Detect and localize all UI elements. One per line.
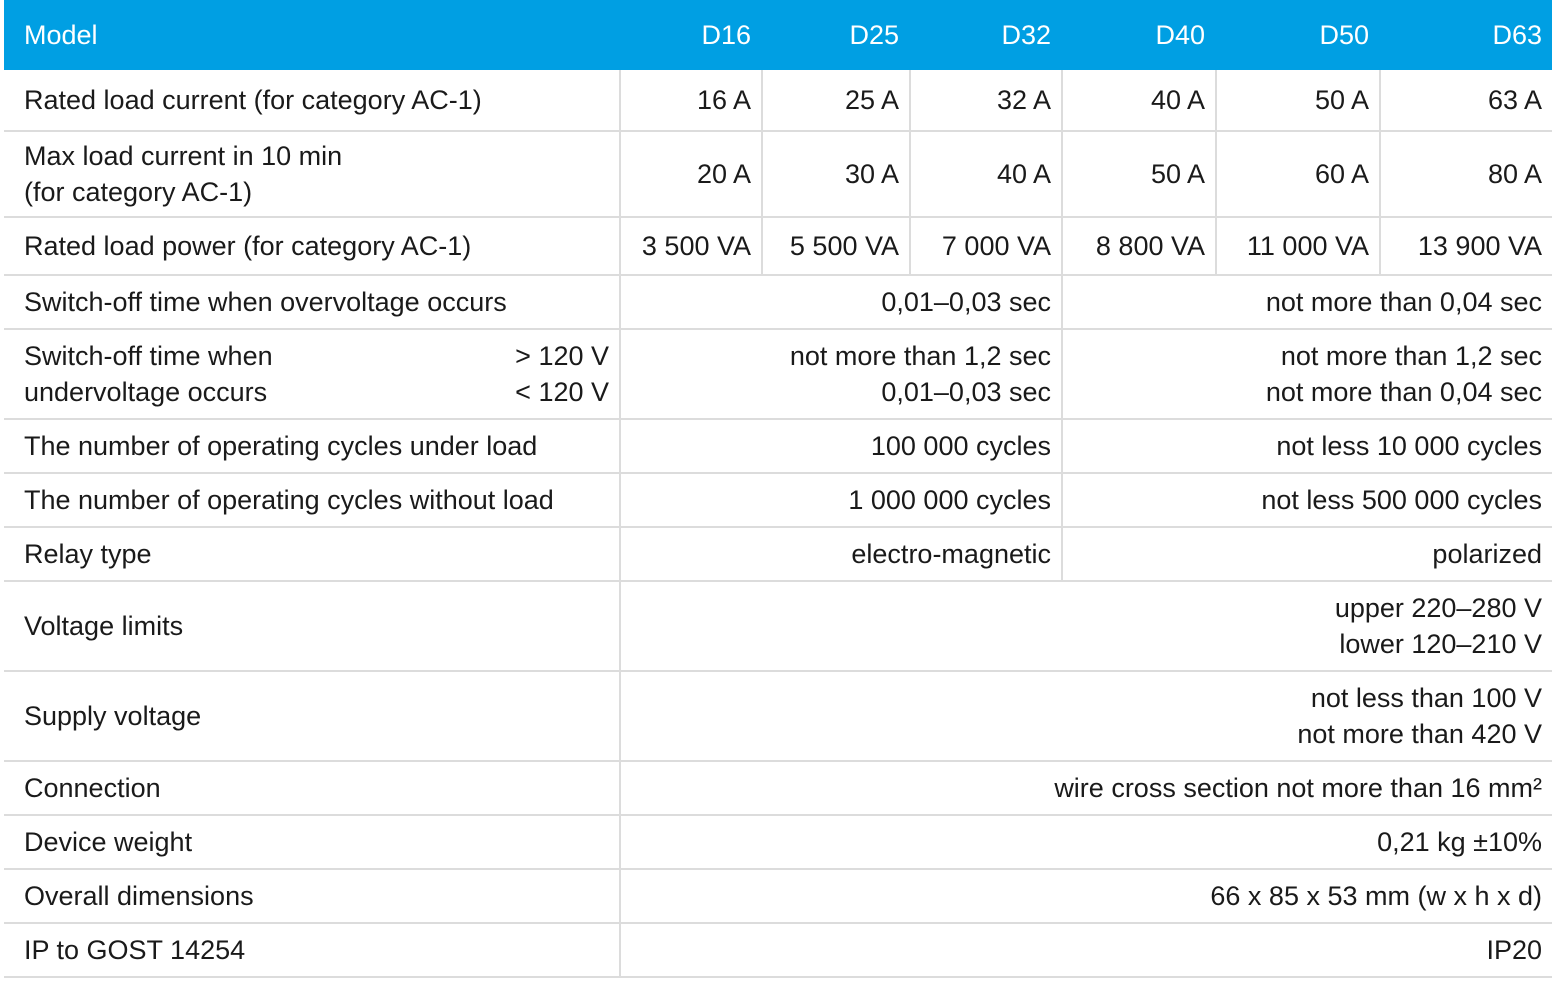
connection-label: Connection	[4, 761, 620, 815]
rated-power-d63: 13 900 VA	[1380, 217, 1552, 275]
ip-value: IP20	[620, 923, 1552, 977]
undervoltage-row	[4, 329, 1552, 419]
rated-power-d16: 3 500 VA	[620, 217, 762, 275]
rated-current-d63: 63 A	[1380, 69, 1552, 131]
cycles-load-group-a: 100 000 cycles	[620, 419, 1062, 473]
connection-value: wire cross section not more than 16 mm²	[620, 761, 1552, 815]
weight-label: Device weight	[4, 815, 620, 869]
model-d16-header: D16	[620, 1, 762, 69]
dimensions-value: 66 x 85 x 53 mm (w x h x d)	[620, 869, 1552, 923]
undervoltage-group-a	[620, 329, 1062, 419]
cycles-load-group-b: not less 10 000 cycles	[1062, 419, 1552, 473]
rated-power-label: Rated load power (for category AC-1)	[4, 217, 620, 275]
max-current-d63: 80 A	[1380, 131, 1552, 217]
weight-row	[4, 815, 1552, 869]
undervoltage-group-b	[1062, 329, 1552, 419]
undervoltage-cond-low: < 120 V	[515, 377, 609, 407]
undervoltage-group-b-high: not more than 1,2 sec	[1280, 341, 1542, 371]
rated-power-d40: 8 800 VA	[1062, 217, 1216, 275]
undervoltage-group-b-low: not more than 0,04 sec	[1265, 377, 1542, 407]
overvoltage-group-a: 0,01–0,03 sec	[620, 275, 1062, 329]
max-current-d16: 20 A	[620, 131, 762, 217]
max-current-d50: 60 A	[1216, 131, 1380, 217]
voltage-limits-lower: lower 120–210 V	[1339, 629, 1542, 659]
ip-label: IP to GOST 14254	[4, 923, 620, 977]
max-current-d40: 50 A	[1062, 131, 1216, 217]
overvoltage-group-b: not more than 0,04 sec	[1062, 275, 1552, 329]
spec-table	[4, 0, 1552, 978]
undervoltage-cond-high: > 120 V	[515, 341, 609, 371]
rated-current-d40: 40 A	[1062, 69, 1216, 131]
cycles-noload-row	[4, 473, 1552, 527]
cycles-load-label: The number of operating cycles under load	[4, 419, 620, 473]
cycles-noload-group-b: not less 500 000 cycles	[1062, 473, 1552, 527]
undervoltage-label-line1: Switch-off time when	[24, 341, 273, 371]
max-current-label	[4, 131, 620, 217]
supply-voltage-max: not more than 420 V	[1297, 719, 1542, 749]
undervoltage-label-line2: undervoltage occurs	[24, 377, 268, 407]
rated-current-d50: 50 A	[1216, 69, 1380, 131]
cycles-noload-group-a: 1 000 000 cycles	[620, 473, 1062, 527]
rated-current-row	[4, 69, 1552, 131]
supply-voltage-min: not less than 100 V	[1310, 683, 1542, 713]
max-current-label-line1: Max load current in 10 min	[24, 141, 343, 171]
model-d63-header: D63	[1380, 1, 1552, 69]
relay-type-label: Relay type	[4, 527, 620, 581]
relay-type-group-b: polarized	[1062, 527, 1552, 581]
model-d25-header: D25	[762, 1, 910, 69]
dimensions-row	[4, 869, 1552, 923]
max-current-row	[4, 131, 1552, 217]
rated-power-d50: 11 000 VA	[1216, 217, 1380, 275]
max-current-d25: 30 A	[762, 131, 910, 217]
weight-value: 0,21 kg ±10%	[620, 815, 1552, 869]
voltage-limits-upper: upper 220–280 V	[1334, 593, 1542, 623]
relay-type-group-a: electro-magnetic	[620, 527, 1062, 581]
model-d40-header: D40	[1062, 1, 1216, 69]
voltage-limits-value	[620, 581, 1552, 671]
voltage-limits-label: Voltage limits	[4, 581, 620, 671]
rated-power-d25: 5 500 VA	[762, 217, 910, 275]
overvoltage-label: Switch-off time when overvoltage occurs	[4, 275, 620, 329]
rated-power-d32: 7 000 VA	[910, 217, 1062, 275]
overvoltage-row	[4, 275, 1552, 329]
ip-row	[4, 923, 1552, 977]
rated-current-d32: 32 A	[910, 69, 1062, 131]
voltage-limits-row	[4, 581, 1552, 671]
max-current-d32: 40 A	[910, 131, 1062, 217]
cycles-noload-label: The number of operating cycles without load	[4, 473, 620, 527]
model-d32-header: D32	[910, 1, 1062, 69]
undervoltage-label-cell	[4, 329, 620, 419]
relay-type-row	[4, 527, 1552, 581]
rated-current-label: Rated load current (for category AC-1)	[4, 69, 620, 131]
undervoltage-group-a-high: not more than 1,2 sec	[789, 341, 1051, 371]
model-d50-header: D50	[1216, 1, 1380, 69]
dimensions-label: Overall dimensions	[4, 869, 620, 923]
max-current-label-line2: (for category AC-1)	[24, 177, 253, 207]
rated-power-row	[4, 217, 1552, 275]
supply-voltage-row	[4, 671, 1552, 761]
undervoltage-group-a-low: 0,01–0,03 sec	[881, 377, 1051, 407]
header-row	[4, 1, 1552, 69]
rated-current-d16: 16 A	[620, 69, 762, 131]
cycles-load-row	[4, 419, 1552, 473]
supply-voltage-value	[620, 671, 1552, 761]
connection-row	[4, 761, 1552, 815]
model-header: Model	[4, 1, 620, 69]
supply-voltage-label: Supply voltage	[4, 671, 620, 761]
rated-current-d25: 25 A	[762, 69, 910, 131]
